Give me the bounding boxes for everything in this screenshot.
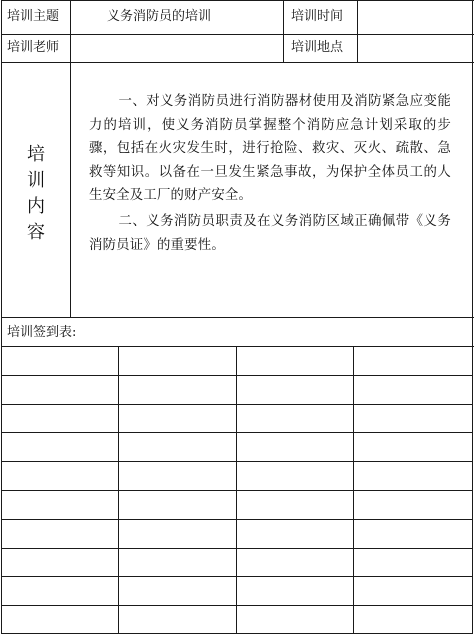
signin-row-line — [1, 461, 473, 462]
signin-row-line — [1, 548, 473, 549]
signin-col-line — [236, 346, 237, 634]
border-right — [472, 0, 473, 634]
content-label — [20, 142, 52, 246]
content-paragraph: 二、义务消防员职责及在义务消防区域正确佩带《义务消防员证》的重要性。 — [89, 213, 451, 253]
topic-label: 培训主题 — [7, 9, 60, 24]
signin-row-line — [1, 490, 473, 491]
location-label: 培训地点 — [291, 40, 344, 55]
training-content — [89, 90, 451, 257]
col-divider-right — [357, 0, 358, 62]
row-divider-2 — [1, 62, 474, 63]
content-label-char: 培 — [27, 144, 45, 165]
signin-row-line — [1, 605, 473, 606]
border-top — [1, 0, 474, 1]
content-label-char: 内 — [27, 196, 45, 217]
content-paragraph: 一、对义务消防员进行消防器材使用及消防紧急应变能力的培训，使义务消防员掌握整个消防应急计划采取的步骤，包括在火灾发生时，进行抢险、救灾、灭火、疏散、急救等知识。以备在一旦发生紧急事故，为保护全体员工的人生安全及工厂的财产安全。 — [89, 94, 451, 204]
row-divider-3 — [1, 317, 474, 318]
signin-col-line — [118, 346, 119, 634]
signin-header-line — [1, 346, 474, 347]
signin-row-line — [1, 404, 473, 405]
time-label: 培训时间 — [291, 9, 344, 24]
content-label-char: 训 — [27, 170, 45, 191]
signin-row-line — [1, 375, 473, 376]
topic-value: 义务消防员的培训 — [107, 9, 212, 24]
border-left — [1, 0, 2, 634]
signin-label: 培训签到表: — [7, 325, 77, 340]
signin-row-line — [1, 432, 473, 433]
col-divider-mid — [283, 0, 284, 62]
col-divider-label — [70, 0, 71, 317]
teacher-label: 培训老师 — [7, 40, 60, 55]
row-divider-1 — [1, 34, 474, 35]
signin-col-line — [353, 346, 354, 634]
signin-row-line — [1, 576, 473, 577]
signin-row-line — [1, 519, 473, 520]
content-label-char: 容 — [27, 222, 45, 243]
